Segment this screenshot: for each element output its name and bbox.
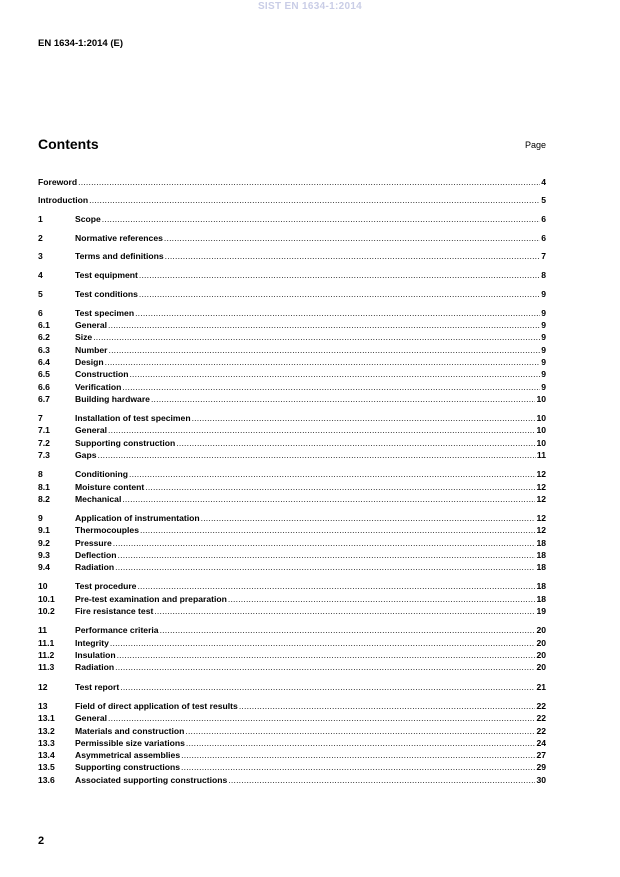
- toc-entry-number: 4: [38, 270, 43, 280]
- toc-dot-leader: [151, 393, 535, 405]
- toc-entry-title: Size: [75, 332, 93, 342]
- toc-dot-leader: [164, 232, 540, 244]
- toc-entry-page: 9: [541, 289, 546, 299]
- toc-entry-title: Supporting construction: [75, 438, 176, 448]
- toc-entry-number: 11: [38, 625, 48, 635]
- toc-dot-leader: [120, 681, 535, 693]
- toc-dot-leader: [105, 356, 541, 368]
- toc-entry-page: 9: [541, 382, 546, 392]
- toc-entry-number: 10.2: [38, 606, 55, 616]
- toc-entry-page: 18: [536, 550, 546, 560]
- toc-entry-page: 6: [541, 233, 546, 243]
- toc-entry-number: 13.3: [38, 738, 55, 748]
- toc-entry-number: 9.4: [38, 562, 50, 572]
- toc-entry[interactable]: [38, 624, 546, 636]
- toc-entry-title: Moisture content: [75, 482, 145, 492]
- toc-entry-number: 13: [38, 701, 48, 711]
- toc-entry-number: 8.1: [38, 482, 50, 492]
- toc-dot-leader: [98, 449, 536, 461]
- toc-entry-title: Radiation: [75, 562, 115, 572]
- toc-entry-number: 13.5: [38, 762, 55, 772]
- toc-entry-page: 6: [541, 214, 546, 224]
- toc-entry-number: 13.6: [38, 775, 55, 785]
- toc-entry-page: 18: [536, 538, 546, 548]
- toc-entry-title: Field of direct application of test results: [75, 701, 238, 711]
- toc-entry-number: 8.2: [38, 494, 50, 504]
- toc-entry-title: Scope: [75, 214, 101, 224]
- toc-entry-page: 21: [536, 682, 546, 692]
- toc-entry-page: 18: [536, 594, 546, 604]
- toc-entry-number: 13.2: [38, 726, 55, 736]
- toc-entry-page: 5: [541, 195, 546, 205]
- toc-entry-title: Integrity: [75, 638, 109, 648]
- toc-entry[interactable]: [38, 737, 546, 749]
- toc-dot-leader: [139, 288, 540, 300]
- toc-dot-leader: [139, 269, 540, 281]
- toc-entry-page: 9: [541, 308, 546, 318]
- toc-entry-number: 13.1: [38, 713, 55, 723]
- toc-entry-number: 7.2: [38, 438, 50, 448]
- toc-entry-page: 10: [536, 394, 546, 404]
- toc-entry[interactable]: [38, 307, 546, 319]
- toc-entry-page: 22: [536, 726, 546, 736]
- toc-entry-page: 18: [536, 562, 546, 572]
- toc-dot-leader: [201, 512, 536, 524]
- toc-entry-page: 22: [536, 701, 546, 711]
- toc-entry[interactable]: [38, 269, 546, 281]
- toc-entry-page: 20: [536, 638, 546, 648]
- watermark: SIST EN 1634-1:2014: [257, 1, 363, 12]
- toc-entry-title: General: [75, 713, 108, 723]
- toc-entry-page: 9: [541, 345, 546, 355]
- toc-dot-leader: [137, 580, 535, 592]
- toc-entry-page: 29: [536, 762, 546, 772]
- toc-entry[interactable]: [38, 761, 546, 773]
- toc-dot-leader: [140, 524, 535, 536]
- toc-dot-leader: [115, 661, 535, 673]
- toc-entry-number: 7: [38, 413, 43, 423]
- toc-entry[interactable]: [38, 468, 546, 480]
- toc-entry-title: General: [75, 425, 108, 435]
- toc-entry-title: Application of instrumentation: [75, 513, 200, 523]
- toc-dot-leader: [176, 437, 535, 449]
- toc-dot-leader: [228, 593, 536, 605]
- toc-entry-page: 4: [541, 177, 546, 187]
- toc-entry[interactable]: [38, 194, 546, 206]
- toc-dot-leader: [122, 381, 540, 393]
- toc-dot-leader: [129, 468, 535, 480]
- toc-entry[interactable]: [38, 250, 546, 262]
- toc-entry-number: 2: [38, 233, 43, 243]
- toc-entry-number: 13.4: [38, 750, 55, 760]
- toc-dot-leader: [108, 319, 540, 331]
- toc-entry-number: 6.3: [38, 345, 50, 355]
- toc-entry[interactable]: [38, 368, 546, 380]
- toc-dot-leader: [181, 749, 535, 761]
- toc-entry[interactable]: [38, 537, 546, 549]
- page-column-label: Page: [524, 140, 546, 150]
- toc-entry-title: Number: [75, 345, 108, 355]
- toc-entry-title: Supporting constructions: [75, 762, 181, 772]
- toc-entry-page: 9: [541, 357, 546, 367]
- toc-entry-number: 9: [38, 513, 43, 523]
- toc-entry-title: Verification: [75, 382, 122, 392]
- toc-entry-page: 10: [536, 413, 546, 423]
- toc-entry-page: 8: [541, 270, 546, 280]
- toc-entry-number: 6: [38, 308, 43, 318]
- toc-entry-page: 27: [536, 750, 546, 760]
- toc-entry-title: Foreword: [38, 177, 78, 187]
- contents-title: Contents: [38, 136, 99, 152]
- toc-entry-page: 20: [536, 662, 546, 672]
- toc-entry-number: 11.2: [38, 650, 55, 660]
- toc-entry-number: 6.4: [38, 357, 50, 367]
- toc-entry-title: Pressure: [75, 538, 112, 548]
- toc-dot-leader: [110, 637, 536, 649]
- toc-entry-title: Test procedure: [75, 581, 137, 591]
- toc-dot-leader: [108, 344, 540, 356]
- toc-dot-leader: [165, 250, 541, 262]
- toc-dot-leader: [118, 549, 536, 561]
- toc-entry-title: Permissible size variations: [75, 738, 185, 748]
- toc-entry-number: 7.3: [38, 450, 50, 460]
- toc-entry-number: 11.3: [38, 662, 55, 672]
- toc-entry[interactable]: [38, 393, 546, 405]
- toc-entry-number: 9.2: [38, 538, 50, 548]
- toc-entry[interactable]: [38, 481, 546, 493]
- toc-entry[interactable]: [38, 605, 546, 617]
- toc-entry-title: Deflection: [75, 550, 117, 560]
- toc-entry[interactable]: [38, 493, 546, 505]
- toc-entry[interactable]: [38, 593, 546, 605]
- toc-dot-leader: [89, 194, 540, 206]
- toc-entry-title: Insulation: [75, 650, 116, 660]
- toc-entry-page: 19: [536, 606, 546, 616]
- toc-entry[interactable]: [38, 524, 546, 536]
- toc-entry-number: 6.1: [38, 320, 50, 330]
- toc-entry-number: 6.2: [38, 332, 50, 342]
- toc-dot-leader: [102, 213, 540, 225]
- toc-entry-page: 30: [536, 775, 546, 785]
- toc-entry-number: 9.3: [38, 550, 50, 560]
- toc-entry-title: Associated supporting constructions: [75, 775, 228, 785]
- toc-entry-title: Fire resistance test: [75, 606, 154, 616]
- toc-entry-page: 12: [536, 494, 546, 504]
- toc-dot-leader: [122, 493, 535, 505]
- toc-entry-number: 3: [38, 251, 43, 261]
- toc-entry-title: Materials and construction: [75, 726, 185, 736]
- page-number: 2: [38, 835, 45, 847]
- toc-entry-number: 11.1: [38, 638, 55, 648]
- toc-dot-leader: [228, 774, 535, 786]
- toc-entry-title: Test specimen: [75, 308, 135, 318]
- toc-entry-title: General: [75, 320, 108, 330]
- toc-entry[interactable]: [38, 319, 546, 331]
- toc-dot-leader: [117, 649, 536, 661]
- toc-entry-title: Test equipment: [75, 270, 138, 280]
- toc-entry-page: 11: [536, 450, 546, 460]
- toc-entry[interactable]: [38, 412, 546, 424]
- toc-dot-leader: [113, 537, 536, 549]
- toc-entry-number: 6.7: [38, 394, 50, 404]
- toc-entry[interactable]: [38, 549, 546, 561]
- toc-dot-leader: [135, 307, 540, 319]
- toc-entry-number: 9.1: [38, 525, 50, 535]
- toc-entry[interactable]: [38, 661, 546, 673]
- toc-entry-title: Gaps: [75, 450, 97, 460]
- toc-entry-number: 5: [38, 289, 43, 299]
- toc-entry-title: Conditioning: [75, 469, 128, 479]
- toc-dot-leader: [108, 712, 535, 724]
- toc-entry-title: Terms and definitions: [75, 251, 164, 261]
- toc-entry-page: 9: [541, 320, 546, 330]
- toc-entry[interactable]: [38, 512, 546, 524]
- toc-entry[interactable]: [38, 637, 546, 649]
- toc-entry-title: Mechanical: [75, 494, 122, 504]
- toc-entry-page: 9: [541, 332, 546, 342]
- toc-entry-title: Pre-test examination and preparation: [75, 594, 227, 604]
- toc-entry[interactable]: [38, 232, 546, 244]
- toc-entry-page: 12: [536, 513, 546, 523]
- toc-entry[interactable]: [38, 344, 546, 356]
- toc-dot-leader: [78, 176, 540, 188]
- toc-dot-leader: [181, 761, 535, 773]
- toc-dot-leader: [129, 368, 540, 380]
- toc-entry-number: 8: [38, 469, 43, 479]
- toc-entry-number: 6.6: [38, 382, 50, 392]
- toc-dot-leader: [192, 412, 536, 424]
- toc-entry-page: 7: [541, 251, 546, 261]
- toc-entry-page: 12: [536, 469, 546, 479]
- toc-entry[interactable]: [38, 331, 546, 343]
- toc-entry[interactable]: [38, 749, 546, 761]
- toc-entry-title: Design: [75, 357, 104, 367]
- toc-entry-number: 7.1: [38, 425, 50, 435]
- toc-entry-title: Construction: [75, 369, 129, 379]
- toc-dot-leader: [108, 424, 535, 436]
- toc-entry-page: 24: [536, 738, 546, 748]
- toc-entry-page: 12: [536, 482, 546, 492]
- toc-entry-title: Installation of test specimen: [75, 413, 191, 423]
- toc-entry-title: Radiation: [75, 662, 115, 672]
- toc-entry-title: Building hardware: [75, 394, 150, 404]
- toc-entry-page: 10: [536, 425, 546, 435]
- toc-entry-page: 12: [536, 525, 546, 535]
- toc-entry-page: 20: [536, 625, 546, 635]
- toc-dot-leader: [93, 331, 540, 343]
- toc-entry[interactable]: [38, 437, 546, 449]
- toc-dot-leader: [154, 605, 535, 617]
- toc-dot-leader: [145, 481, 535, 493]
- toc-entry-number: 6.5: [38, 369, 50, 379]
- toc-entry-page: 10: [536, 438, 546, 448]
- toc-entry-title: Normative references: [75, 233, 163, 243]
- toc-entry-number: 12: [38, 682, 48, 692]
- toc-dot-leader: [160, 624, 536, 636]
- toc-entry[interactable]: [38, 561, 546, 573]
- toc-entry-title: Test conditions: [75, 289, 138, 299]
- toc-entry-number: 10: [38, 581, 48, 591]
- toc-dot-leader: [115, 561, 535, 573]
- toc-entry[interactable]: [38, 449, 546, 461]
- toc-entry[interactable]: [38, 700, 546, 712]
- toc-dot-leader: [185, 725, 535, 737]
- toc-entry[interactable]: [38, 580, 546, 592]
- toc-entry[interactable]: [38, 213, 546, 225]
- toc-entry[interactable]: [38, 356, 546, 368]
- toc-entry[interactable]: [38, 381, 546, 393]
- toc-entry-title: Asymmetrical assemblies: [75, 750, 181, 760]
- toc-entry-page: 9: [541, 369, 546, 379]
- toc-entry[interactable]: [38, 712, 546, 724]
- toc-entry[interactable]: [38, 288, 546, 300]
- document-code: EN 1634-1:2014 (E): [38, 38, 124, 49]
- toc-entry[interactable]: [38, 681, 546, 693]
- toc-entry-title: Performance criteria: [75, 625, 159, 635]
- toc-entry[interactable]: [38, 774, 546, 786]
- toc-entry-title: Test report: [75, 682, 120, 692]
- toc-entry-page: 22: [536, 713, 546, 723]
- toc-entry-page: 18: [536, 581, 546, 591]
- toc-entry[interactable]: [38, 725, 546, 737]
- toc-entry-number: 10.1: [38, 594, 55, 604]
- toc-dot-leader: [239, 700, 536, 712]
- toc-entry-title: Introduction: [38, 195, 89, 205]
- toc-entry[interactable]: [38, 176, 546, 188]
- toc-dot-leader: [186, 737, 536, 749]
- toc-entry-title: Thermocouples: [75, 525, 139, 535]
- toc-entry[interactable]: [38, 424, 546, 436]
- toc-entry[interactable]: [38, 649, 546, 661]
- toc-entry-page: 20: [536, 650, 546, 660]
- toc-entry-number: 1: [38, 214, 43, 224]
